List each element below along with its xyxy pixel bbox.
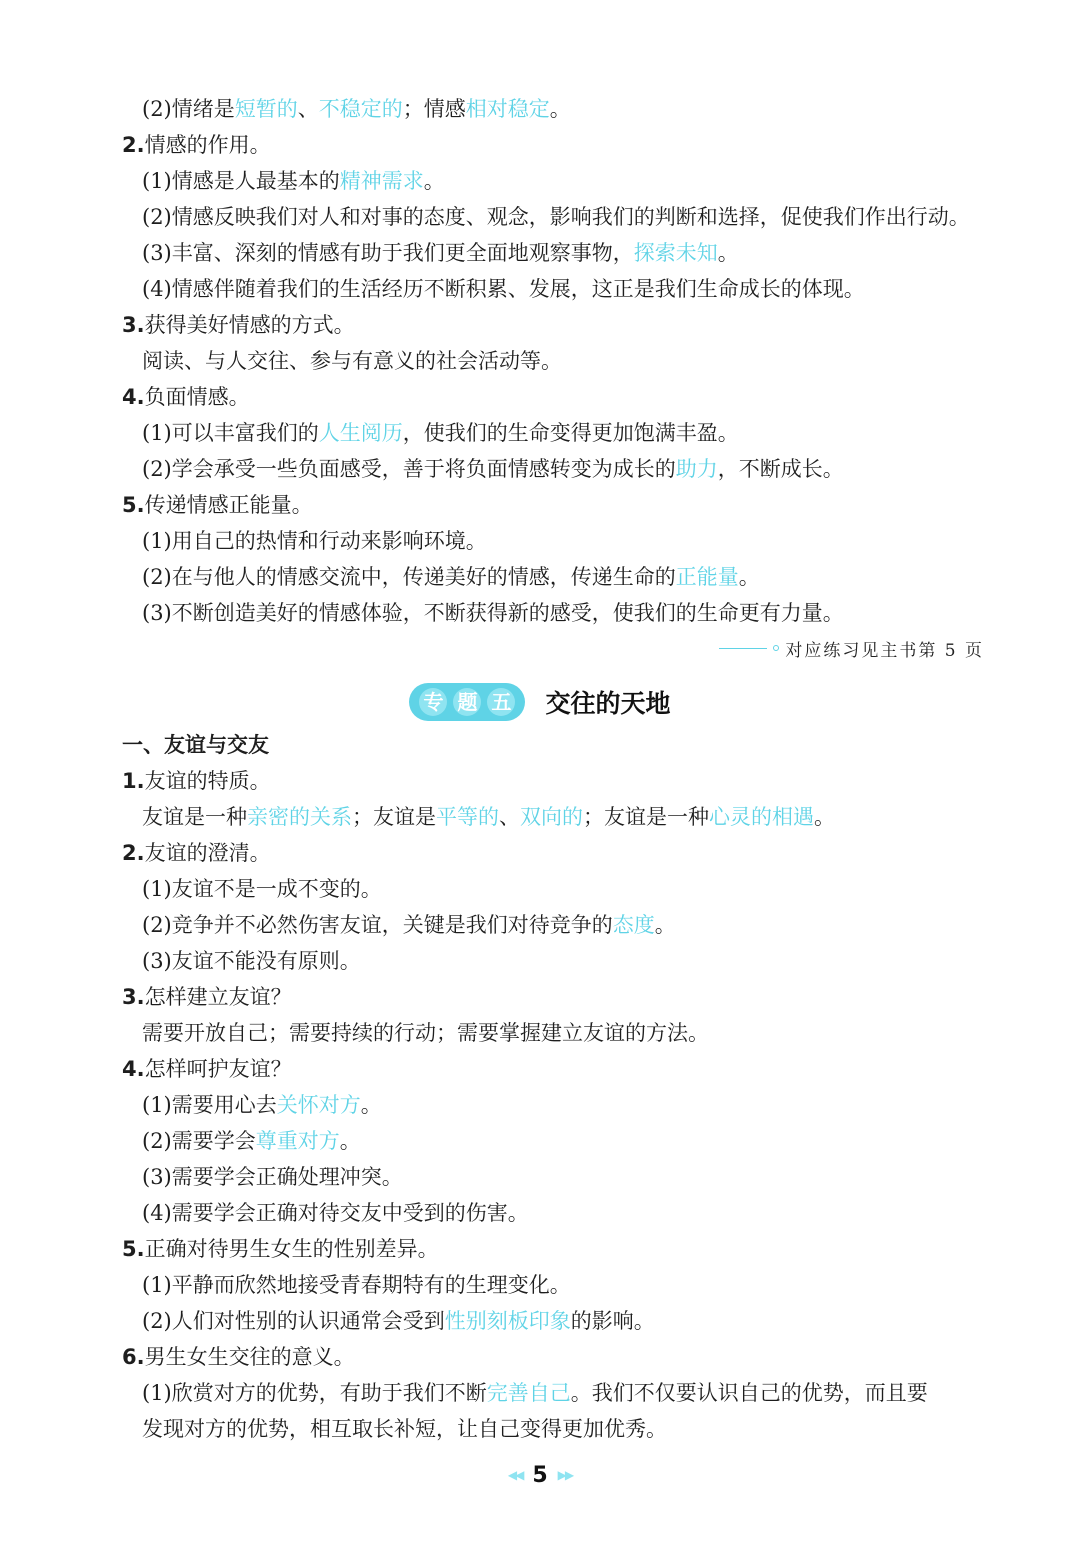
item-heading [0, 1055, 1080, 1083]
text-run: (2)需要学会 [142, 1129, 256, 1153]
text-run: 。 [717, 241, 739, 265]
item-number: 4. [122, 385, 145, 409]
highlight-text: 正能量 [675, 565, 739, 589]
text-run: 男生女生交往的意义。 [144, 1345, 355, 1369]
item-text [0, 1019, 1080, 1047]
highlight-text: 关怀对方 [276, 1093, 361, 1117]
text-run: 发现对方的优势，相互取长补短，让自己变得更加优秀。 [142, 1417, 667, 1441]
text-run: 友谊的澄清。 [144, 841, 271, 865]
item-heading [0, 131, 1080, 159]
highlight-text: 性别刻板印象 [444, 1309, 571, 1333]
page-footer [0, 1460, 1080, 1490]
text-run: (1)情感是人最基本的 [142, 169, 340, 193]
item-number: 2. [122, 841, 145, 865]
text-run: (2)情绪是 [142, 97, 235, 121]
item-text [0, 563, 1080, 591]
item-heading [0, 311, 1080, 339]
text-run: 需要开放自己；需要持续的行动；需要掌握建立友谊的方法。 [142, 1021, 709, 1045]
text-run: 获得美好情感的方式。 [144, 313, 355, 337]
section-heading [0, 731, 1080, 759]
text-run: ，不断成长。 [717, 457, 844, 481]
highlight-text: 亲密的关系 [247, 805, 352, 829]
item-heading [0, 1235, 1080, 1263]
item-number: 3. [122, 313, 145, 337]
page-number: 5 [532, 1462, 548, 1488]
text-run: 一、友谊与交友 [122, 733, 269, 757]
item-number: 4. [122, 1057, 145, 1081]
text-run: 阅读、与人交往、参与有意义的社会活动等。 [142, 349, 562, 373]
topic-badge [409, 683, 525, 721]
text-run: ；友谊是 [352, 805, 436, 829]
text-run: (1)友谊不是一成不变的。 [142, 877, 382, 901]
item-text [0, 1127, 1080, 1155]
item-text [0, 911, 1080, 939]
highlight-text: 完善自己 [486, 1381, 571, 1405]
text-run: 情感的作用。 [144, 133, 271, 157]
item-heading [0, 983, 1080, 1011]
text-run: (1)需要用心去 [142, 1093, 277, 1117]
text-run: 。 [360, 1093, 382, 1117]
item-text [0, 803, 1080, 831]
item-heading [0, 383, 1080, 411]
text-run: (3)不断创造美好的情感体验，不断获得新的感受，使我们的生命更有力量。 [142, 601, 844, 625]
item-text [0, 95, 1080, 123]
text-run: 友谊是一种 [142, 805, 247, 829]
item-text [0, 599, 1080, 627]
text-run: (2)在与他人的情感交流中，传递美好的情感，传递生命的 [142, 565, 676, 589]
item-text [0, 527, 1080, 555]
highlight-text: 探索未知 [633, 241, 718, 265]
item-text [0, 1307, 1080, 1335]
prev-arrows-icon: ◀◀ [507, 1468, 523, 1482]
item-text [0, 1415, 1080, 1443]
item-number: 1. [122, 769, 145, 793]
item-text [0, 419, 1080, 447]
reference-note [719, 634, 984, 662]
text-run: 、 [297, 97, 319, 121]
text-run: 。 [738, 565, 760, 589]
text-run: (4)情感伴随着我们的生活经历不断积累、发展，这正是我们生命成长的体现。 [142, 277, 865, 301]
reference-text: 对应练习见主书第 5 页 [785, 640, 984, 661]
item-text [0, 1199, 1080, 1227]
text-run: 负面情感。 [144, 385, 250, 409]
highlight-text: 精神需求 [339, 169, 424, 193]
item-text [0, 275, 1080, 303]
text-run: 。 [654, 913, 676, 937]
highlight-text: 短暂的 [234, 97, 298, 121]
text-run: 传递情感正能量。 [144, 493, 313, 517]
highlight-text: 平等的 [436, 805, 499, 829]
text-run: 的影响。 [570, 1309, 655, 1333]
text-run: (1)平静而欣然地接受青春期特有的生理变化。 [142, 1273, 571, 1297]
text-run: (2)学会承受一些负面感受，善于将负面情感转变为成长的 [142, 457, 676, 481]
text-run: (1)欣赏对方的优势，有助于我们不断 [142, 1381, 487, 1405]
item-text [0, 1379, 1080, 1407]
topic-title: 交往的天地 [545, 689, 671, 718]
highlight-text: 心灵的相遇 [709, 805, 814, 829]
highlight-text: 不稳定的 [318, 97, 403, 121]
item-text [0, 1271, 1080, 1299]
item-heading [0, 767, 1080, 795]
text-run: (2)人们对性别的认识通常会受到 [142, 1309, 445, 1333]
item-text [0, 455, 1080, 483]
topic-badge-char: 五 [487, 688, 515, 716]
item-number: 6. [122, 1345, 145, 1369]
reference-dot-icon [773, 645, 779, 651]
text-run: (3)友谊不能没有原则。 [142, 949, 361, 973]
highlight-text: 人生阅历 [318, 421, 403, 445]
topic-badge-char: 题 [453, 688, 481, 716]
item-heading [0, 1343, 1080, 1371]
text-run: 友谊的特质。 [144, 769, 271, 793]
highlight-text: 相对稳定 [465, 97, 550, 121]
text-run: ；情感 [402, 97, 466, 121]
item-text [0, 1163, 1080, 1191]
text-run: 、 [499, 805, 520, 829]
text-run: (1)可以丰富我们的 [142, 421, 319, 445]
item-text [0, 947, 1080, 975]
item-number: 5. [122, 1237, 145, 1261]
topic-badge-char: 专 [419, 688, 447, 716]
reference-line [719, 648, 767, 649]
text-run: (3)需要学会正确处理冲突。 [142, 1165, 403, 1189]
text-run: 。 [423, 169, 445, 193]
text-run: ；友谊是一种 [583, 805, 709, 829]
text-run: ，使我们的生命变得更加饱满丰盈。 [402, 421, 739, 445]
item-heading [0, 491, 1080, 519]
item-text [0, 347, 1080, 375]
text-run: 正确对待男生女生的性别差异。 [144, 1237, 439, 1261]
highlight-text: 双向的 [520, 805, 583, 829]
item-number: 2. [122, 133, 145, 157]
highlight-text: 助力 [675, 457, 718, 481]
text-run: (1)用自己的热情和行动来影响环境。 [142, 529, 487, 553]
highlight-text: 尊重对方 [255, 1129, 340, 1153]
text-run: (2)竞争并不必然伤害友谊，关键是我们对待竞争的 [142, 913, 613, 937]
item-text [0, 239, 1080, 267]
item-number: 5. [122, 493, 145, 517]
item-text [0, 875, 1080, 903]
item-number: 3. [122, 985, 145, 1009]
topic-header [0, 680, 1080, 724]
text-run: 怎样呵护友谊？ [144, 1057, 292, 1081]
item-heading [0, 839, 1080, 867]
text-run: (3)丰富、深刻的情感有助于我们更全面地观察事物， [142, 241, 634, 265]
text-run: (4)需要学会正确对待交友中受到的伤害。 [142, 1201, 529, 1225]
next-arrows-icon: ▶▶ [557, 1468, 573, 1482]
item-text [0, 167, 1080, 195]
text-run: 怎样建立友谊？ [144, 985, 292, 1009]
item-text [0, 203, 1080, 231]
text-run: 。 [549, 97, 571, 121]
text-run: 。我们不仅要认识自己的优势，而且要 [570, 1381, 928, 1405]
item-text [0, 1091, 1080, 1119]
highlight-text: 态度 [612, 913, 655, 937]
text-run: 。 [814, 805, 835, 829]
text-run: (2)情感反映我们对人和对事的态度、观念，影响我们的判断和选择，促使我们作出行动。 [142, 205, 970, 229]
text-run: 。 [339, 1129, 361, 1153]
